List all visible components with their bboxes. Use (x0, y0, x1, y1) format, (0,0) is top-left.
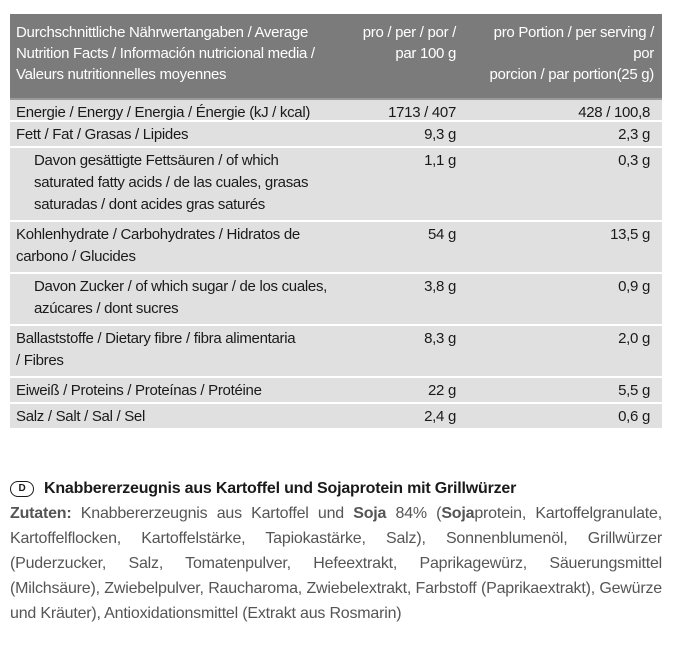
row-saturated-fat (10, 148, 662, 222)
row-sugar (10, 274, 662, 326)
row-serving: 2,0 g (618, 330, 650, 347)
row-label-line: saturated fatty acids / de las cuales, grasas (34, 174, 309, 191)
row-label-line: Davon gesättigte Fettsäuren / of which (34, 152, 279, 169)
row-label-line: Kohlenhydrate / Carbohydrates / Hidratos de (16, 226, 300, 243)
row-per100: 22 g (428, 382, 456, 399)
row-per100: 2,4 g (424, 408, 456, 425)
ingredients-part: Knabbererzeugnis aus Kartoffel und (71, 505, 354, 522)
row-serving: 0,6 g (618, 408, 650, 425)
allergen-soja: Soja (353, 505, 387, 522)
product-title: Knabbererzeugnis aus Kartoffel und Sojaprotein mit Grillwürzer (44, 480, 517, 497)
row-label (10, 122, 344, 146)
header-serving-line: pro Portion / per serving / por (493, 24, 654, 62)
row-salt (10, 404, 662, 430)
row-label-line: Salz / Salt / Sal / Sel (16, 408, 145, 425)
row-carbohydrates (10, 222, 662, 274)
row-label (10, 274, 344, 324)
row-label-line: Ballaststoffe / Dietary fibre / fibra alimentaria (16, 330, 296, 347)
row-label (10, 222, 344, 272)
row-label-line: saturadas / dont acides gras saturés (34, 196, 266, 213)
row-per100: 3,8 g (424, 278, 456, 295)
ingredients-part: 84% ( (386, 505, 442, 522)
header-label-line: Durchschnittliche Nährwertangaben / Average (16, 24, 309, 41)
header-serving (464, 14, 662, 98)
row-serving: 13,5 g (610, 226, 650, 243)
ingredients-text (10, 501, 662, 626)
row-serving: 0,9 g (618, 278, 650, 295)
header-per100-line: pro / per / por / (362, 24, 456, 41)
header-label-line: Nutrition Facts / Información nutricional media / (16, 45, 315, 62)
row-serving: 2,3 g (618, 126, 650, 143)
row-label-line: carbono / Glucides (16, 248, 136, 265)
row-label-line: Eiweiß / Proteins / Proteínas / Protéine (16, 382, 262, 399)
row-label (10, 404, 344, 428)
row-fibre (10, 326, 662, 378)
ingredients-section (10, 476, 662, 626)
row-serving: 5,5 g (618, 382, 650, 399)
row-per100: 9,3 g (424, 126, 456, 143)
row-label (10, 148, 344, 220)
header-per100-line: par 100 g (395, 45, 456, 62)
ingredients-title-line (10, 476, 662, 501)
row-serving: 0,3 g (618, 152, 650, 169)
row-per100: 8,3 g (424, 330, 456, 347)
row-per100: 1,1 g (424, 152, 456, 169)
allergen-soja: Soja (441, 505, 475, 522)
row-label-line: / Fibres (16, 352, 64, 369)
row-per100: 1713 / 407 (388, 104, 456, 121)
row-per100: 54 g (428, 226, 456, 243)
header-label (10, 14, 344, 98)
language-badge: D (10, 481, 34, 497)
nutrition-table-header (10, 14, 662, 98)
row-label-line: Fett / Fat / Grasas / Lipides (16, 126, 189, 143)
ingredients-part: protein, Kartoffelgranulate, Kartoffelflocken, Kartoffelstärke, Tapiokastärke, Salz), Sonnenblumenöl, Grillwürzer (Puderzucker, Salz, Tomatenpulver, Hefeextrakt, Paprikagewürz, Säuerungsmittel (Milchsäure), Zwiebelpulver, Raucharoma, Zwiebelextrakt, Farbstoff (Paprikaextrakt), Gewürze und Kräuter), Antioxidationsmittel (Extrakt aus Rosmarin) (10, 505, 662, 622)
row-protein (10, 378, 662, 404)
row-label (10, 100, 344, 120)
row-serving: 428 / 100,8 (578, 104, 650, 121)
ingredients-label: Zutaten: (10, 505, 72, 522)
row-label-line: azúcares / dont sucres (34, 300, 179, 317)
header-serving-line: porcion / par portion(25 g) (489, 66, 654, 83)
row-label-line: Energie / Energy / Energia / Énergie (kJ / kcal) (16, 104, 311, 121)
nutrition-table (10, 14, 662, 430)
row-energy (10, 98, 662, 122)
header-label-line: Valeurs nutritionnelles moyennes (16, 66, 227, 83)
row-label (10, 326, 344, 376)
row-label (10, 378, 344, 402)
row-fat (10, 122, 662, 148)
header-per100 (344, 14, 464, 98)
row-label-line: Davon Zucker / of which sugar / de los cuales, (34, 278, 328, 295)
